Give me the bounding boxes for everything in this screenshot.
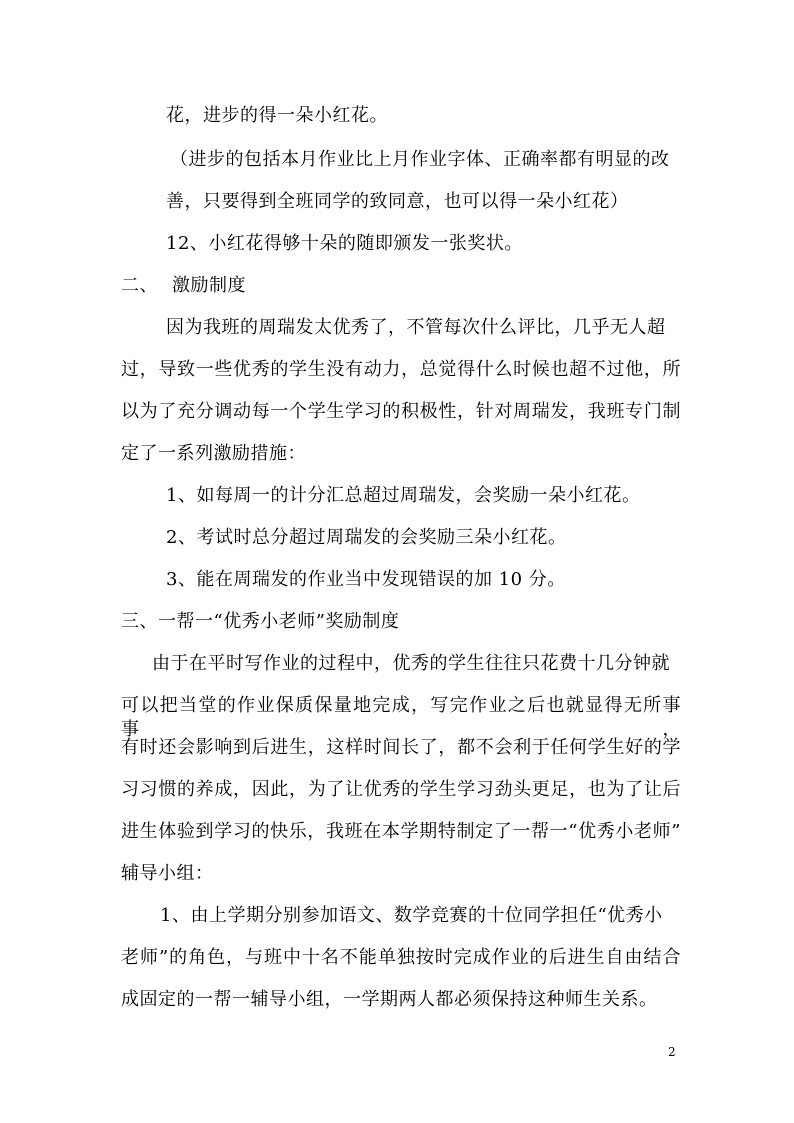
text-line: 可以把当堂的作业保质保量地完成，写完作业之后也就显得无所事事， — [121, 695, 681, 740]
list-item: 1、如每周一的计分汇总超过周瑞发，会奖励一朵小红花。 — [166, 485, 641, 506]
text-line: 成固定的一帮一辅导小组，一学期两人都必须保持这种师生关系。 — [121, 989, 658, 1010]
list-item: 1、由上学期分别参加语文、数学竞赛的十位同学担任“优秀小 — [160, 905, 663, 926]
text-line: （进步的包括本月作业比上月作业字体、正确率都有明显的改 — [170, 149, 670, 170]
text-line: 因为我班的周瑞发太优秀了，不管每次什么评比，几乎无人超 — [166, 317, 666, 338]
text-line: 老师”的角色，与班中十名不能单独按时完成作业的后进生自由结合 — [121, 947, 681, 968]
list-item: 3、能在周瑞发的作业当中发现错误的加 10 分。 — [166, 569, 566, 590]
text-line: 花，进步的得一朵小红花。 — [166, 105, 388, 126]
section-number: 二、 — [121, 275, 158, 296]
text-line: 进生体验到学习的快乐，我班在本学期特制定了一帮一“优秀小老师” — [121, 821, 681, 842]
text-line: 有时还会影响到后进生，这样时间长了，都不会利于任何学生好的学 — [121, 737, 681, 758]
text-line: 以为了充分调动每一个学生学习的积极性，针对周瑞发，我班专门制 — [121, 401, 681, 422]
text-line: 由于在平时写作业的过程中，优秀的学生往往只花费十几分钟就 — [152, 653, 670, 674]
text-line: 定了一系列激励措施： — [121, 443, 306, 464]
text-line: 过，导致一些优秀的学生没有动力，总觉得什么时候也超不过他，所 — [121, 359, 681, 380]
text-line: 习习惯的养成，因此，为了让优秀的学生学习劲头更足，也为了让后 — [121, 779, 681, 800]
page-number: 2 — [668, 1045, 676, 1059]
section-heading: 激励制度 — [172, 275, 246, 296]
text-line: 善，只要得到全班同学的致同意，也可以得一朵小红花） — [166, 191, 629, 212]
text-line: 辅导小组： — [121, 863, 214, 884]
text-line: 12、小红花得够十朵的随即颁发一张奖状。 — [166, 233, 523, 254]
list-item: 2、考试时总分超过周瑞发的会奖励三朵小红花。 — [166, 527, 567, 548]
section-heading: 三、一帮一“优秀小老师”奖励制度 — [121, 611, 400, 632]
